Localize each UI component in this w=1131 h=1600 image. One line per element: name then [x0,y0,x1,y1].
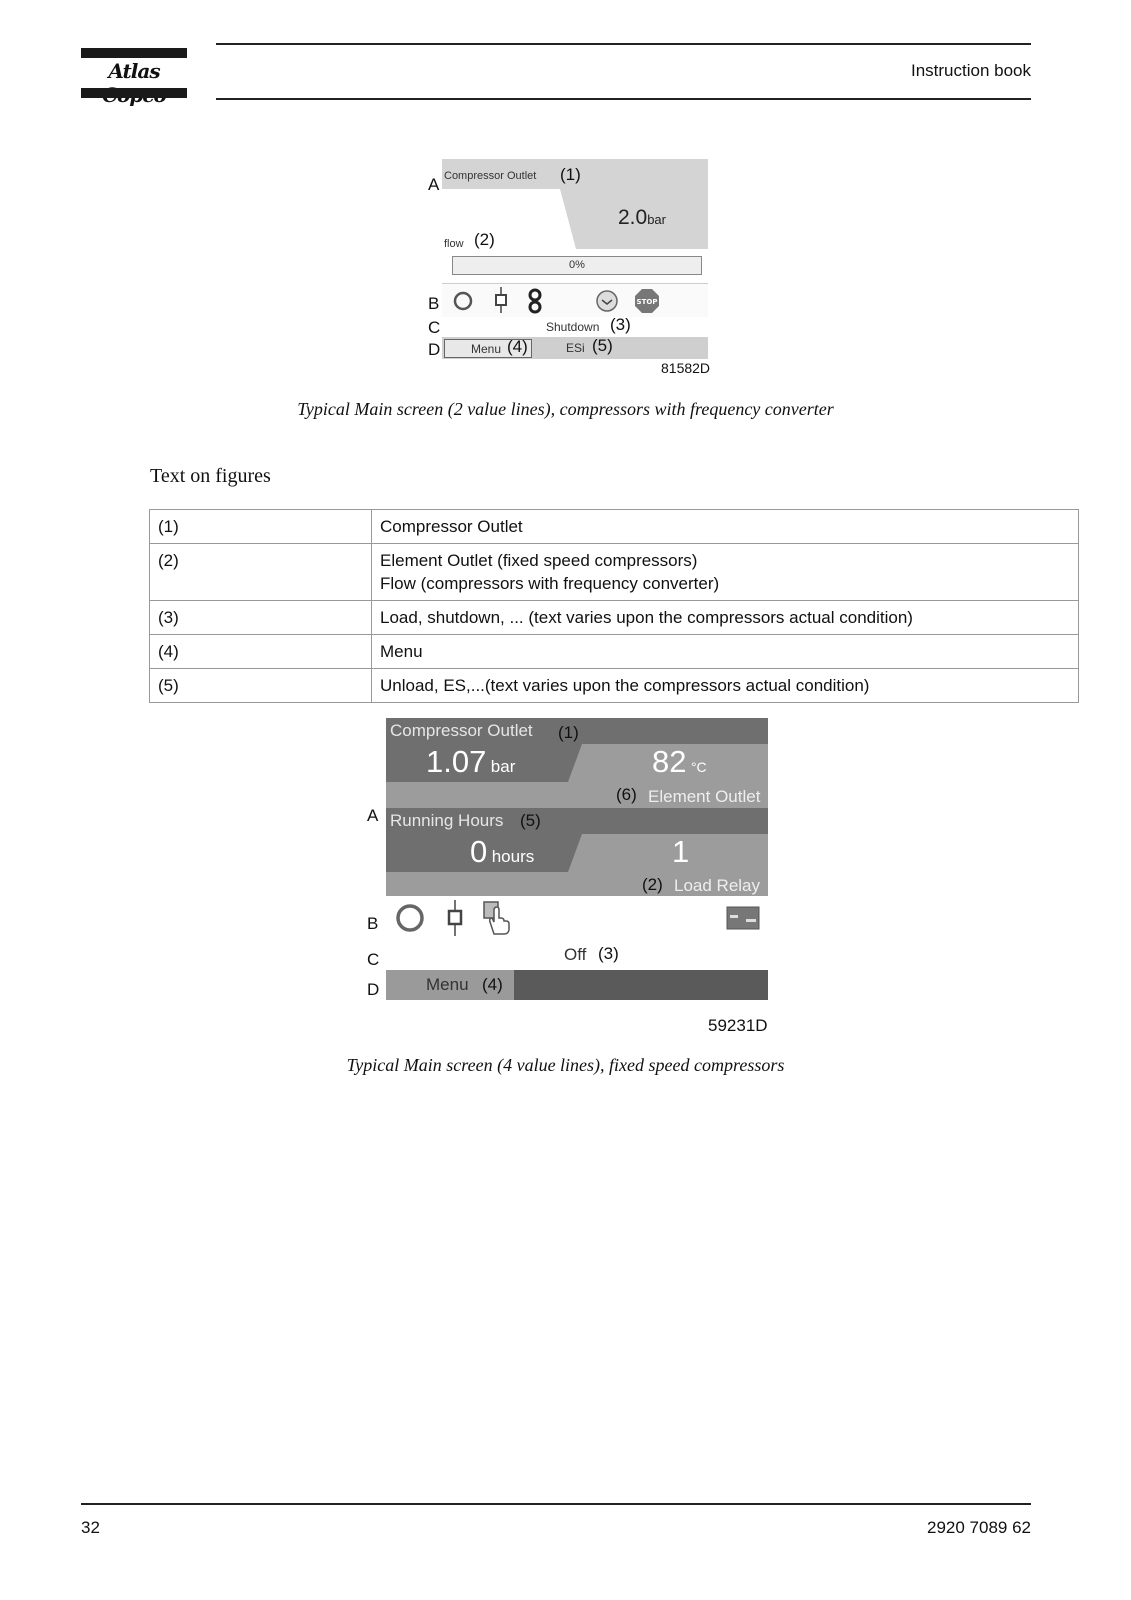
table-key: (3) [150,601,372,635]
fig2-menu-label: Menu [426,975,469,994]
fig1-compressor-outlet-label: Compressor Outlet [444,170,537,182]
table-value-line: Compressor Outlet [380,517,523,536]
fig1-letter-a: A [428,175,440,194]
table-value [372,669,1079,703]
fig1-callout-2: (2) [474,230,495,249]
clock-timer-icon [595,289,619,313]
logo-bar-top [81,48,187,58]
fig1-value-unit: bar [647,212,666,227]
fig1-caption: Typical Main screen (2 value lines), compressors with frequency converter [297,399,834,419]
fig1-number: 81582D [661,360,711,376]
motor-status-icon [526,287,544,315]
fig1-letter-c: C [428,318,441,337]
flow-progress-text: 0% [569,259,585,271]
fig2-menu-button[interactable] [386,970,514,1000]
fig1-status-line [442,317,708,339]
pressure-regulation-icon [492,287,510,313]
table-value-line: Element Outlet (fixed speed compressors) [380,551,698,570]
pressure-regulation-icon [444,900,466,936]
table-key: (2) [150,544,372,601]
fig2-status-text: Off [564,945,587,964]
stop-icon [634,288,660,314]
fig2-callout-2: (2) [642,875,663,894]
card-indicator-icon [726,906,760,930]
fig2-letter-c: C [367,950,380,969]
manual-control-hand-icon [482,900,512,936]
header-title: Instruction book [910,61,1031,80]
table-value [372,635,1079,669]
fig1-value [618,206,666,230]
page-number: 32 [81,1518,100,1537]
table-value-line: Flow (compressors with frequency converter) [380,574,720,593]
fig2-element-outlet-label: Element Outlet [648,787,761,806]
fig2-callout-5: (5) [520,811,541,830]
fig2-value-1-unit: bar [490,757,516,776]
fig1-value-number: 2.0 [618,206,648,229]
fig2-value-1-number: 1.07 [426,744,487,779]
logo-bar-bottom [81,88,187,98]
fig1-letter-d: D [428,340,441,359]
header-rule-top [216,43,1031,45]
fig1-esi-label: ESi [566,341,585,355]
fig2-icon-row [386,896,768,941]
fig2-value-4-number: 1 [672,834,690,869]
svg-text:STOP: STOP [636,298,658,306]
fig2-number: 59231D [708,1016,768,1035]
fig2-letter-d: D [367,980,380,999]
fig2-callout-3: (3) [598,944,619,963]
fig2-value-2 [652,744,707,780]
fig1-callout-3: (3) [610,315,631,334]
fig2-callout-4: (4) [482,975,503,994]
fig2-value-4 [672,834,689,870]
fig2-load-relay-label: Load Relay [674,876,761,895]
fig2-callout-6: (6) [616,785,637,804]
fig1-menu-line [442,337,708,359]
footer-rule [81,1503,1031,1505]
circle-status-icon [452,290,474,312]
document-number: 2920 7089 62 [927,1518,1031,1537]
figure-2-screen [386,718,768,1004]
figure-1-screen [442,159,708,359]
table-key: (5) [150,669,372,703]
section-title: Text on figures [150,465,271,487]
fig2-letter-a: A [367,806,379,825]
table-value [372,601,1079,635]
fig1-callout-1: (1) [560,165,581,184]
table-row [150,669,1079,703]
fig1-menu-button[interactable] [444,339,532,358]
fig2-caption: Typical Main screen (4 value lines), fixed speed compressors [346,1055,785,1075]
table-key: (4) [150,635,372,669]
table-key: (1) [150,510,372,544]
fig1-icon-row [442,283,708,319]
table-value [372,544,1079,601]
fig2-value-3-number: 0 [470,834,488,869]
fig2-running-hours-label: Running Hours [390,811,504,830]
fig2-value-2-number: 82 [652,744,687,779]
fig1-letter-b: B [428,294,440,313]
table-row [150,510,1079,544]
fig2-value-2-unit: °C [690,759,707,775]
table-row [150,601,1079,635]
legend-table [149,509,1079,703]
logo: Atlas [108,59,160,83]
fig2-value-3 [470,834,534,870]
table-value-line: Unload, ES,...(text varies upon the compressors actual condition) [380,676,870,695]
header-rule-bottom [216,98,1031,100]
fig1-flow-label: flow [444,238,464,250]
fig2-callout-1: (1) [558,723,579,742]
table-value [372,510,1079,544]
table-row [150,544,1079,601]
table-value-line: Menu [380,642,423,661]
fig2-menu-line [386,970,768,1000]
flow-progress-bar [452,256,702,275]
fig1-callout-4: (4) [507,337,528,356]
fig2-value-1 [426,744,515,780]
fig1-callout-5: (5) [592,336,613,355]
table-value-line: Load, shutdown, ... (text varies upon the compressors actual condition) [380,608,913,627]
fig2-status-line [386,940,768,970]
fig2-letter-b: B [367,914,379,933]
fig2-compressor-outlet-label: Compressor Outlet [390,721,533,740]
table-row [150,635,1079,669]
fig1-status-text: Shutdown [546,320,600,334]
circle-status-icon [394,902,426,934]
fig1-menu-label: Menu [471,342,502,356]
fig2-value-3-unit: hours [491,847,535,866]
